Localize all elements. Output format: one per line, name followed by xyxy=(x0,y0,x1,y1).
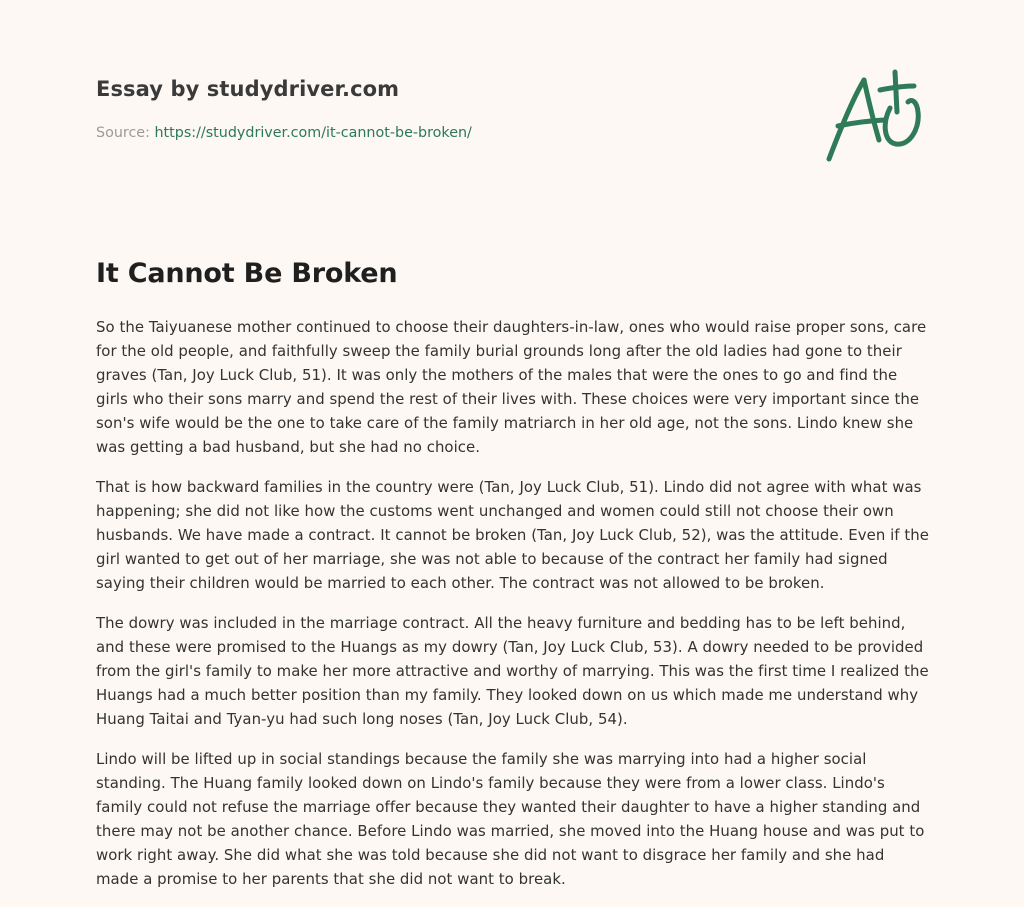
essay-title: It Cannot Be Broken xyxy=(96,258,398,289)
source-link[interactable]: https://studydriver.com/it-cannot-be-broken/ xyxy=(154,125,472,141)
essay-paragraph: So the Taiyuanese mother continued to choose their daughters-in-law, ones who would raise proper sons, care for the old people, and faithfully sweep the family burial grounds long after the old ladies had gone to their graves (Tan, Joy Luck Club, 51). It was only the mothers of the males that were the ones to go and find the girls who their sons marry and spend the rest of their lives with. These choices were very important since the son's wife would be the one to take care of the family matriarch in her old age, not the sons. Lindo knew she was getting a bad husband, but she had no choice. xyxy=(96,318,927,456)
essay-paragraph: The dowry was included in the marriage contract. All the heavy furniture and bedding has to be left behind, and these were promised to the Huangs as my dowry (Tan, Joy Luck Club, 53). A dowry needed to be provided from the girl's family to make her more attractive and worthy of marrying. This was the first time I realized the Huangs had a much better position than my family. They looked down on us which made me understand why Huang Taitai and Tyan-yu had such long noses (Tan, Joy Luck Club, 54). xyxy=(96,614,929,728)
a-plus-logo-icon xyxy=(824,68,924,164)
brand-title: Essay by studydriver.com xyxy=(96,77,400,101)
essay-paragraph: Lindo will be lifted up in social standings because the family she was marrying into had a higher social standing. The Huang family looked down on Lindo's family because they were from a lower class. Lindo's family could not refuse the marriage offer because they wanted their daughter to have a higher standing and there may not be another chance. Before Lindo was married, she moved into the Huang house and was put to work right away. She did what she was told because she did not want to disgrace her family and she had made a promise to her parents that she did not want to break. xyxy=(96,750,925,888)
source-label: Source: xyxy=(96,125,155,141)
essay-paragraph: That is how backward families in the country were (Tan, Joy Luck Club, 51). Lindo did not agree with what was happening; she did not like how the customs went unchanged and women could still not choose their own husbands. We have made a contract. It cannot be broken (Tan, Joy Luck Club, 52), was the attitude. Even if the girl wanted to get out of her marriage, she was not able to because of the contract her family had signed saying their children would be married to each other. The contract was not allowed to be broken. xyxy=(96,478,929,592)
source-line xyxy=(96,123,472,143)
essay-body xyxy=(96,315,930,907)
